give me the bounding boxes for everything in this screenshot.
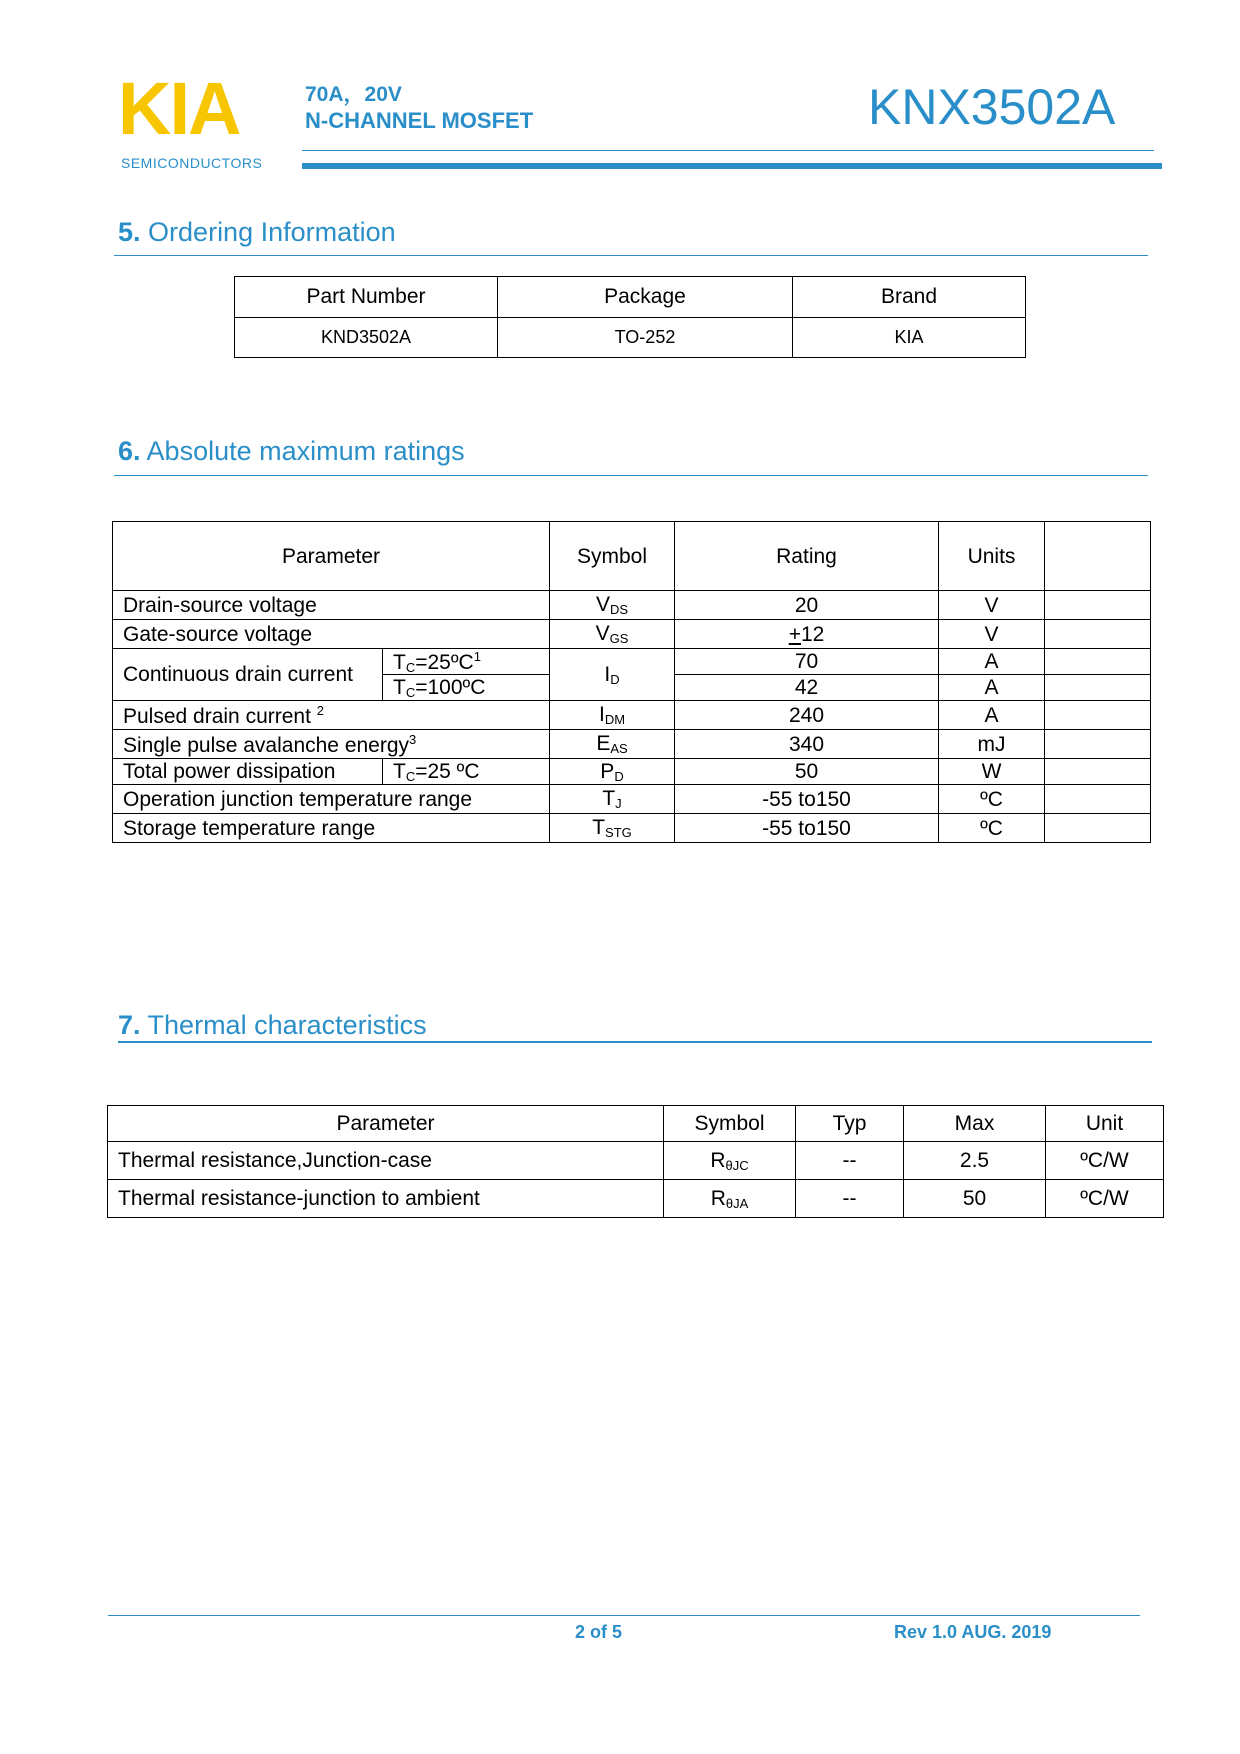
- id-unit2: A: [939, 675, 1045, 701]
- row-vds: [113, 591, 1151, 620]
- pd-rating: 50: [675, 759, 939, 785]
- vgs-param: Gate-source voltage: [113, 620, 550, 649]
- part-number-title: KNX3502A: [868, 79, 1116, 135]
- thermal-row: [108, 1142, 1164, 1180]
- thermal-header-row: [108, 1106, 1164, 1142]
- idm-empty: [1045, 701, 1151, 730]
- spec-type-line: N-CHANNEL MOSFET: [305, 108, 534, 133]
- section-6-heading: [118, 436, 465, 467]
- id-cond2: $T_C=100ºC$: [383, 675, 550, 701]
- col-units: Units: [939, 522, 1045, 591]
- thermal-symbol: $R_{\theta JC}$: [664, 1142, 796, 1180]
- footer-rule: [108, 1615, 1140, 1616]
- thermal-param: Thermal resistance,Junction-case: [108, 1142, 664, 1180]
- ordering-table: [234, 276, 1026, 358]
- section-5-heading: [118, 217, 396, 248]
- col-package: Package: [498, 277, 793, 318]
- pd-cond: $T_C=25$ ºC: [383, 759, 550, 785]
- col-symbol: Symbol: [550, 522, 675, 591]
- ordering-header-row: [235, 277, 1026, 318]
- spec-rating-line: 70A，20V: [305, 83, 402, 106]
- thermal-param: Thermal resistance-junction to ambient: [108, 1180, 664, 1218]
- id-symbol: $I_D$: [550, 649, 675, 701]
- row-pd: [113, 759, 1151, 785]
- section-6-title: Absolute maximum ratings: [146, 436, 465, 466]
- idm-rating: 240: [675, 701, 939, 730]
- tstg-unit: ºC: [939, 814, 1045, 843]
- pd-symbol: $P_D$: [550, 759, 675, 785]
- thermal-unit: ºC/W: [1046, 1180, 1164, 1218]
- thermal-symbol: $R_{\theta JA}$: [664, 1180, 796, 1218]
- thermal-typ: --: [796, 1180, 904, 1218]
- section-6-number: 6.: [118, 436, 141, 466]
- section-5-title: Ordering Information: [148, 217, 396, 247]
- ratings-header-row: [113, 522, 1151, 591]
- eas-unit: mJ: [939, 730, 1045, 759]
- section-7-number: 7.: [118, 1010, 141, 1040]
- col-max: Max: [904, 1106, 1046, 1142]
- vds-param: Drain-source voltage: [113, 591, 550, 620]
- vgs-rating: +12: [675, 620, 939, 649]
- row-tj: [113, 785, 1151, 814]
- eas-empty: [1045, 730, 1151, 759]
- id-rating1: 70: [675, 649, 939, 675]
- vgs-symbol: $V_{GS}$: [550, 620, 675, 649]
- thermal-row: [108, 1180, 1164, 1218]
- id-rating2: 42: [675, 675, 939, 701]
- tstg-symbol: $T_{STG}$: [550, 814, 675, 843]
- section-5-number: 5.: [118, 217, 141, 247]
- pd-param: Total power dissipation: [113, 759, 383, 785]
- absolute-ratings-table: [112, 521, 1151, 843]
- revision-date: Rev 1.0 AUG. 2019: [894, 1622, 1052, 1642]
- col-rating: Rating: [675, 522, 939, 591]
- idm-symbol: $I_{DM}$: [550, 701, 675, 730]
- pd-unit: W: [939, 759, 1045, 785]
- tj-param: Operation junction temperature range: [113, 785, 550, 814]
- col-parameter: Parameter: [113, 522, 550, 591]
- cell-package: TO-252: [498, 318, 793, 358]
- vds-empty: [1045, 591, 1151, 620]
- idm-unit: A: [939, 701, 1045, 730]
- cell-part-number: KND3502A: [235, 318, 498, 358]
- tj-unit: ºC: [939, 785, 1045, 814]
- tj-rating: -55 to150: [675, 785, 939, 814]
- col-brand: Brand: [793, 277, 1026, 318]
- col-parameter: Parameter: [108, 1106, 664, 1142]
- row-eas: [113, 730, 1151, 759]
- cell-brand: KIA: [793, 318, 1026, 358]
- row-idm: [113, 701, 1151, 730]
- id-param: Continuous drain current: [113, 649, 383, 701]
- tj-symbol: $T_J$: [550, 785, 675, 814]
- thermal-unit: ºC/W: [1046, 1142, 1164, 1180]
- eas-rating: 340: [675, 730, 939, 759]
- brand-logo-subtitle: SEMICONDUCTORS: [121, 155, 263, 171]
- header-rule-thin: [302, 150, 1154, 151]
- id-cond1: $T_C=25ºC^1$: [383, 649, 550, 675]
- section-7-rule: [118, 1041, 1152, 1043]
- header-rule-thick: [302, 163, 1162, 169]
- section-7-heading: [118, 1010, 427, 1041]
- col-typ: Typ: [796, 1106, 904, 1142]
- vds-unit: V: [939, 591, 1045, 620]
- thermal-table: [107, 1105, 1164, 1218]
- section-6-rule: [114, 475, 1148, 476]
- thermal-max: 2.5: [904, 1142, 1046, 1180]
- vds-rating: 20: [675, 591, 939, 620]
- section-7-title: Thermal characteristics: [147, 1010, 427, 1040]
- row-vgs: [113, 620, 1151, 649]
- row-id-25c: [113, 649, 1151, 675]
- col-symbol: Symbol: [664, 1106, 796, 1142]
- col-part-number: Part Number: [235, 277, 498, 318]
- eas-symbol: $E_{AS}$: [550, 730, 675, 759]
- tstg-param: Storage temperature range: [113, 814, 550, 843]
- col-empty: [1045, 522, 1151, 591]
- thermal-typ: --: [796, 1142, 904, 1180]
- tstg-rating: -55 to150: [675, 814, 939, 843]
- eas-param: Single pulse avalanche energy$^3$: [113, 730, 550, 759]
- tstg-empty: [1045, 814, 1151, 843]
- col-unit: Unit: [1046, 1106, 1164, 1142]
- pd-empty: [1045, 759, 1151, 785]
- row-tstg: [113, 814, 1151, 843]
- ordering-row: [235, 318, 1026, 358]
- vds-symbol: $V_{DS}$: [550, 591, 675, 620]
- idm-param: Pulsed drain current $^2$: [113, 701, 550, 730]
- thermal-max: 50: [904, 1180, 1046, 1218]
- vgs-unit: V: [939, 620, 1045, 649]
- id-empty2: [1045, 675, 1151, 701]
- page-number: 2 of 5: [575, 1622, 623, 1642]
- vgs-empty: [1045, 620, 1151, 649]
- tj-empty: [1045, 785, 1151, 814]
- section-5-rule: [114, 255, 1148, 256]
- id-empty1: [1045, 649, 1151, 675]
- id-unit1: A: [939, 649, 1045, 675]
- brand-logo: KIA: [118, 67, 240, 150]
